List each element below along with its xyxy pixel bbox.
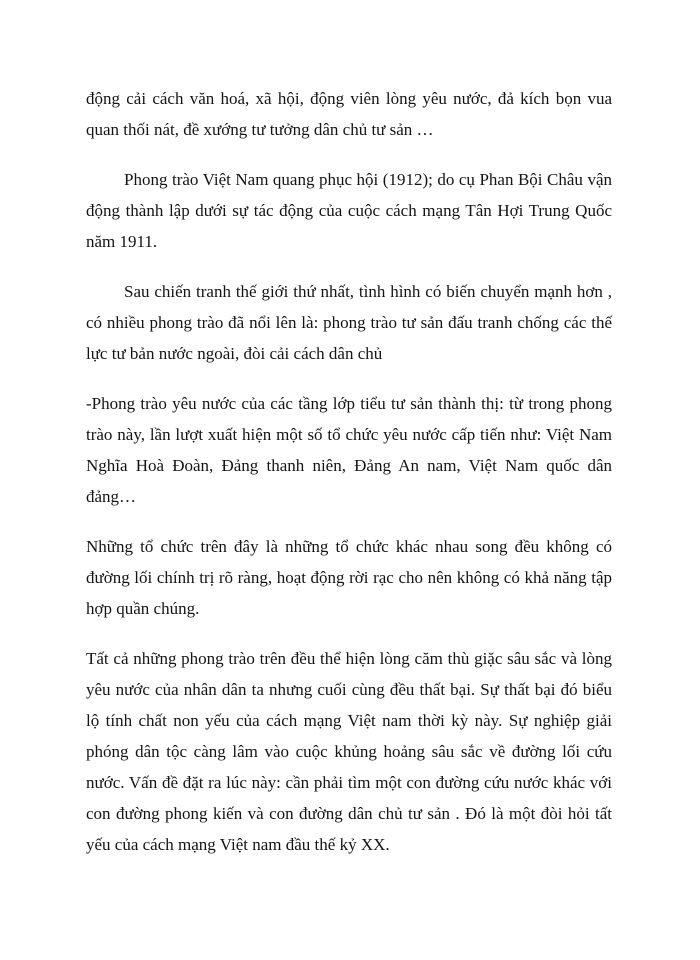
- paragraph-1: động cải cách văn hoá, xã hội, động viên lòng yêu nước, đả kích bọn vua quan thối nát, đề xướng tư tưởng dân chủ tư sản …: [86, 89, 612, 139]
- paragraph-4: -Phong trào yêu nước của các tầng lớp tiểu tư sản thành thị: từ trong phong trào này, lần lượt xuất hiện một số tổ chức yêu nước cấp tiến như: Việt Nam Nghĩa Hoà Đoàn, Đảng thanh niên, Đảng An nam, Việt Nam quốc dân đảng…: [86, 394, 612, 506]
- paragraph-6: Tất cả những phong trào trên đều thể hiện lòng căm thù giặc sâu sắc và lòng yêu nước của nhân dân ta nhưng cuối cùng đều thất bại. Sự thất bại đó biểu lộ tính chất non yếu của cách mạng Việt nam thời kỳ này. Sự nghiệp giải phóng dân tộc càng lâm vào cuộc khủng hoảng sâu sắc về đường lối cứu nước. Vấn đề đặt ra lúc này: cần phải tìm một con đường cứu nước khác với con đường phong kiến và con đường dân chủ tư sản . Đó là một đòi hỏi tất yếu của cách mạng Việt nam đầu thế kỷ XX.: [86, 649, 612, 854]
- paragraph-2: Phong trào Việt Nam quang phục hội (1912); do cụ Phan Bội Châu vận động thành lập dưới sự tác động của cuộc cách mạng Tân Hợi Trung Quốc năm 1911.: [86, 170, 612, 251]
- paragraph-5: Những tổ chức trên đây là những tổ chức khác nhau song đều không có đường lối chính trị rõ ràng, hoạt động rời rạc cho nên không có khả năng tập hợp quần chúng.: [86, 537, 612, 618]
- document-body: [86, 83, 612, 879]
- paragraph-3: Sau chiến tranh thế giới thứ nhất, tình hình có biến chuyển mạnh hơn , có nhiều phong trào đã nổi lên là: phong trào tư sản đấu tranh chống các thế lực tư bản nước ngoài, đòi cải cách dân chủ: [86, 282, 612, 363]
